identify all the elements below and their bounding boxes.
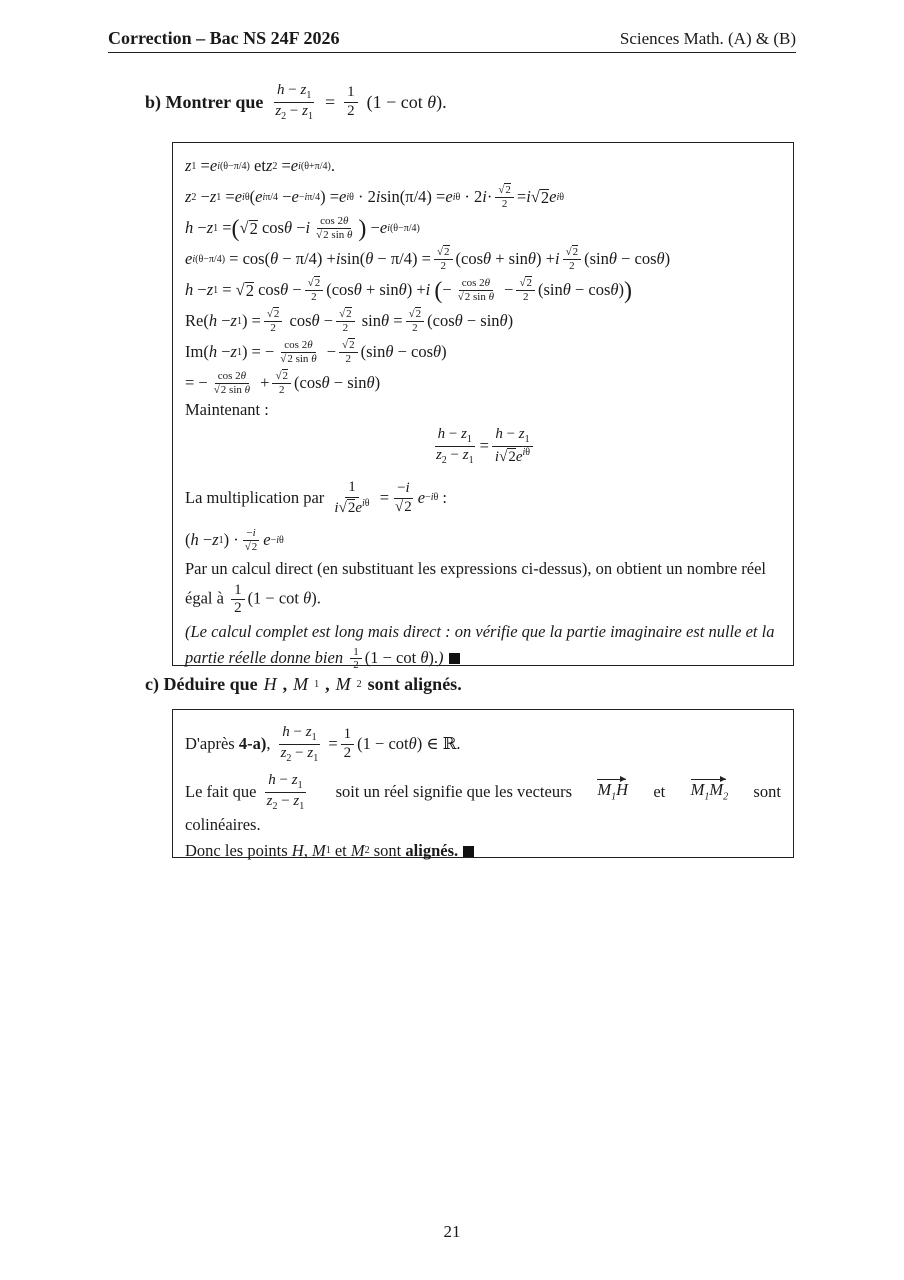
qed-square-icon — [449, 653, 460, 664]
reference-label: 4-a) — [238, 733, 267, 753]
lefait-text: Le fait que — [185, 781, 257, 801]
header-title: Correction – Bac NS 24F 2026 — [108, 28, 340, 48]
math-line: ( h − z 1 ) · $\frac{-i}{√2}$ e −iθ — [185, 527, 284, 553]
donc-text: Donc les points — [185, 840, 288, 860]
lefait-text-2: soit un réel signifie que les vecteurs — [335, 781, 573, 801]
math-line: Re( h − z 1 ) = $\frac{√2}{2}$ cos θ − $\frac{√2}{2}$ sin θ = $\frac{√2}{2}$ (cos θ − sin θ ) — [185, 308, 514, 334]
question-c-label: c) Déduire que — [145, 674, 258, 694]
dapres-line: D'après 4-a) , $\frac{h - z_1}{z_2 - z_1}$ = $\frac{1}{2}$ (1 − cot θ ) ∈ ℝ. — [185, 724, 461, 764]
et-text: et — [653, 781, 666, 801]
maintenant-text: Maintenant : — [185, 399, 269, 419]
note-text: (Le calcul complet est long mais direct : on vérifie que la partie imaginaire est nulle et la partie réelle donne bien — [185, 622, 775, 667]
math-line: z 1 = e i(θ−π/4) et z 2 = e i(θ+π/4) . — [185, 156, 335, 176]
math-line: z 2 − z 1 = e iθ ( e iπ/4 − e −iπ/4 ) = e iθ · 2 i sin(π/4) = e iθ · 2 i · $\frac{√2}{2}$ = i √ 2 e iθ — [185, 184, 565, 210]
page-header — [108, 28, 796, 53]
question-c: c) Déduire que H , M 1 , M 2 sont alignés. — [145, 674, 462, 694]
alignes-text: alignés. — [405, 840, 459, 860]
conclusion-text: Par un calcul direct (en substituant les expressions ci-dessus), on obtient un nombre réel égal à — [185, 559, 767, 608]
note-paragraph: (Le calcul complet est long mais direct : on vérifie que la partie imaginaire est nulle et la partie réelle donne bien $\frac{1}{2}$ (1 − cot θ).) — [185, 622, 775, 672]
question-b: b) Montrer que $\frac{h - z_1}{z_2 - z_1}$ = $\frac{1}{2}$ (1 − cot θ). — [145, 82, 447, 122]
math-line: = − $\frac{\cos 2\theta}{\text{√2 sin θ}}$ + $\frac{√2}{2}$ (cos θ − sin θ ) — [185, 370, 381, 396]
dapres-text: D'après — [185, 733, 235, 753]
math-line-centered: $\frac{h - z_1}{z_2 - z_1}$ = $\frac{h - z_1}{i√2e^{i\theta}}$ — [185, 421, 781, 471]
conclusion-paragraph: Par un calcul direct (en substituant les expressions ci-dessus), on obtient un nombre réel égal à $\frac{1}{2}$ (1 − cot θ). — [185, 559, 767, 616]
multiplication-line: La multiplication par $\frac{1}{i√2e^{i\theta}}$ = $\frac{-i}{√2}$ e −iθ : — [185, 479, 448, 516]
math-line: e i(θ−π/4) = cos( θ − π/4) + i sin( θ − π/4) = $\frac{√2}{2}$ (cos θ + sin θ ) + i $\frac{√2}{2}$ (sin θ − cos θ ) — [185, 246, 671, 272]
question-c-label-end: sont alignés. — [367, 674, 462, 694]
formula-half: $\frac{1}{2}$ — [344, 84, 358, 120]
lefait-line: Le fait que $\frac{h - z_1}{z_2 - z_1}$ soit un réel signifie que les vecteurs $M_1H$ et $M_1M_2$ sont — [185, 772, 781, 812]
formula-fraction: $\frac{h - z_1}{z_2 - z_1}$ — [275, 82, 313, 122]
donc-line: Donc les points H , M 1 et M 2 sont alignés. — [185, 836, 781, 866]
multiplication-text: La multiplication par — [185, 487, 325, 507]
header-subject: Sciences Math. (A) & (B) — [619, 29, 796, 48]
colineaires-line — [185, 814, 781, 836]
question-b-label: b) Montrer que — [145, 91, 264, 112]
math-line: h − z 1 = √ 2 cos θ − $\frac{√2}{2}$ (cos θ + sin θ ) + i ( − $\frac{\cos 2\theta}{\text{√2 sin θ}}$ − $\frac{√2}{2}$ (sin θ − cos θ ) ) — [185, 277, 633, 304]
solution-box-b — [172, 142, 794, 672]
qed-square-icon — [463, 846, 474, 857]
sont-text: sont — [753, 781, 781, 801]
math-line: Im( h − z 1 ) = − $\frac{\cos 2\theta}{\text{√2 sin θ}}$ − $\frac{√2}{2}$ (sin θ − cos θ ) — [185, 339, 447, 365]
solution-box-c — [172, 709, 794, 858]
maintenant-line — [185, 399, 781, 421]
math-line: h − z 1 = ( √ 2 cos θ − i $\frac{\cos 2\theta}{\text{√2 sin θ}}$ ) − e i(θ−π/4) — [185, 215, 420, 242]
colineaires-text: colinéaires. — [185, 814, 261, 834]
page-number: 21 — [443, 1222, 461, 1241]
